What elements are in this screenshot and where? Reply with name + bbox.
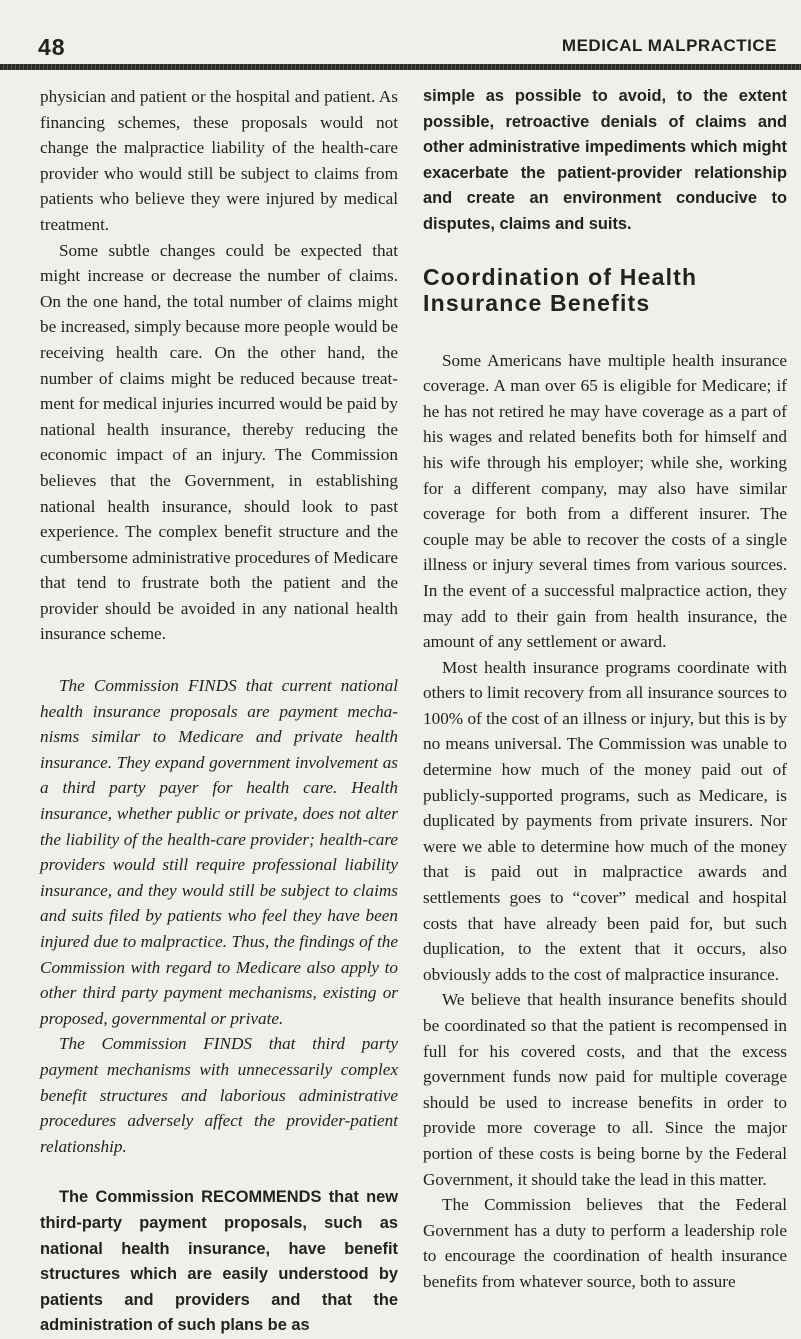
- page-number: 48: [38, 34, 66, 60]
- finding-paragraph: The Commission FINDS that current national health insurance proposals are payment mechanisms similar to Medicare and private health insurance. They expand government involvement as a third party payer for health care. Health insurance, whether public or private, does not alter the liability of the health-care provider; health-care providers would still require professional liability insurance, and they would still be subject to claims and suits filed by patients who feel they have been injured due to malpractice. Thus, the findings of the Commission with regard to Medicare also apply to other third party payment mechanisms, existing or proposed, governmental or private.: [40, 676, 398, 1028]
- running-header: [38, 34, 777, 62]
- paragraph: We believe that health insurance benefits should be coordinated so that the patient is recompensed in full for his covered costs, and that the excess government funds now paid for multiple coverage should be used to increase benefits in order to provide more coverage to all. Since the major portion of these costs is being borne by the Federal Government, it should take the lead in this matter.: [423, 990, 787, 1189]
- header-rule: [0, 64, 801, 70]
- left-column: [40, 84, 398, 1339]
- recommendation-paragraph-continued: simple as possible to avoid, to the extent possible, retroactive denials of claims and other administrative impediments which might exacerbate the patient-provider relationship and create an environment conducive to disputes, claims and suits.: [423, 87, 787, 233]
- paragraph: The Commission believes that the Federal Government has a duty to perform a leadership role to encourage the coordination of health insurance benefits from whatever source, both to assure: [423, 1195, 787, 1291]
- paragraph: physician and patient or the hospital and patient. As financing schemes, these proposals would not change the malpractice liability of the health-care provider who would still be subject to claims from patients who believe they were injured by medical treatment.: [40, 87, 398, 234]
- paragraph: Most health insurance programs coordinate with others to limit recovery from all insurance sources to 100% of the cost of an illness or injury, but this is by no means universal. The Commission was unable to determine how much of the money paid out of publicly-supported programs, such as Medicare, is duplicated by payments from private insurers. Nor were we able to determine how much of the money that is paid out in malpractice awards and settlements goes to “cover” medical and hospital costs that have already been paid for, but such duplication, to the extent that it occurs, also obviously adds to the cost of malpractice insurance.: [423, 657, 787, 984]
- finding-paragraph: The Commission FINDS that third party payment mechanisms with unnecessarily complex benefit structures and laborious administrative procedures adversely affect the provider-patient relationship.: [40, 1034, 398, 1156]
- paragraph: Some Americans have multiple health insurance coverage. A man over 65 is eligible for Medicare; if he has not retired he may have coverage as a part of his wages and related benefits both for himself and his wife through his employer; while she, working for a different company, may also have similar coverage for both from a different insurer. The couple may be able to recover the costs of a single illness or injury several times from various sources. In the event of a successful malpractice action, they may add to their gain from health insurance, the amount of any settlement or award.: [423, 350, 787, 652]
- right-column: [423, 84, 787, 1295]
- paragraph: Some subtle changes could be expected that might increase or decrease the number of claims. On the one hand, the total number of claims might be increased, simply because more people would be receiving health care. On the other hand, the number of claims might be reduced because treatment for medical injuries incurred would be paid by national health insurance, thereby reducing the economic impact of an injury. The Commission believes that the Government, in establishing national health insurance, should look to past experience. The complex benefit structure and the cumbersome administrative procedures of Medicare that tend to frustrate both the patient and the provider should be avoided in any national health insurance scheme.: [40, 240, 398, 644]
- recommendation-paragraph: The Commission RECOMMENDS that new third-party payment proposals, such as national health insurance, have benefit structures which are easily understood by patients and providers and that the administration of such plans be as: [40, 1188, 398, 1335]
- section-heading: Coordination of Health Insurance Benefits: [423, 263, 698, 316]
- running-title: MEDICAL MALPRACTICE: [561, 36, 777, 55]
